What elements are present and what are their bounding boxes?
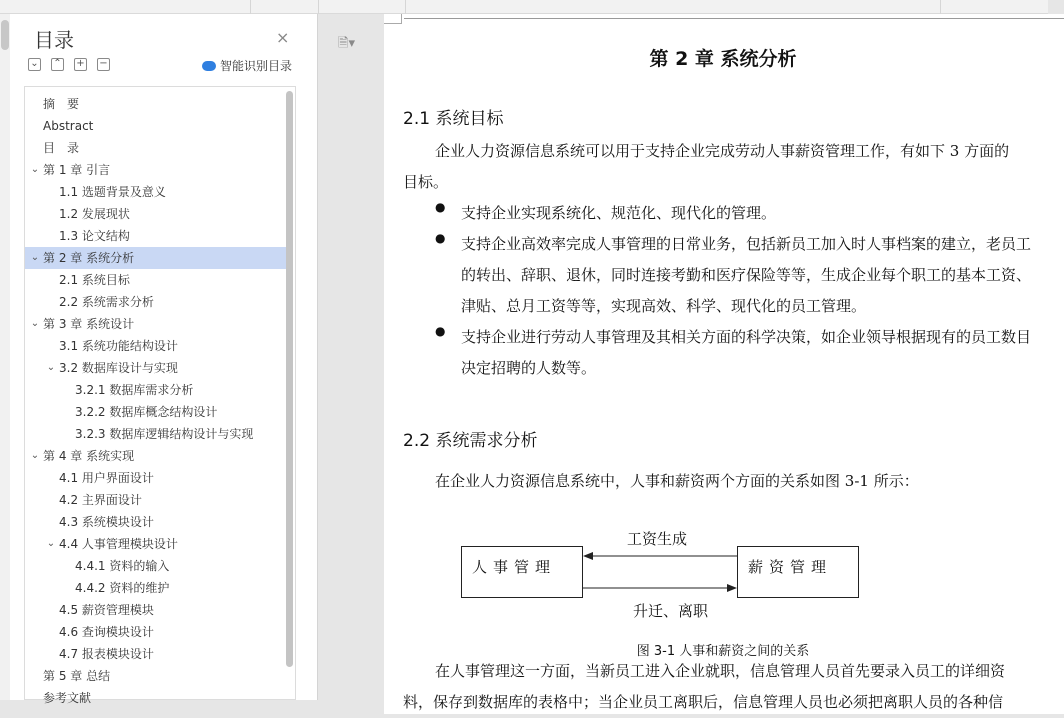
- toc-item-label: 4.3 系统模块设计: [59, 515, 154, 529]
- toolbar-divider: [250, 0, 251, 14]
- navigation-pane: [10, 14, 318, 705]
- chevron-down-icon[interactable]: ⌄: [30, 252, 40, 263]
- heading-2-1: 2.1 系统目标: [403, 109, 504, 129]
- toc-item[interactable]: [25, 269, 287, 291]
- toc-item[interactable]: [25, 247, 287, 269]
- toc-item[interactable]: [25, 313, 287, 335]
- toc-item-label: 4.4.1 资料的输入: [75, 559, 170, 573]
- toc-item-label: 参考文献: [43, 691, 92, 705]
- toc-item[interactable]: [25, 687, 287, 709]
- cloud-icon: [202, 61, 216, 71]
- toc-item-label: 2.1 系统目标: [59, 273, 130, 287]
- toc-item[interactable]: [25, 489, 287, 511]
- toc-item-label: 第 1 章 引言: [43, 163, 111, 177]
- toc-item[interactable]: [25, 555, 287, 577]
- diagram-box-right: 薪资管理: [737, 546, 859, 598]
- toolbar-divider: [940, 0, 941, 14]
- toc-item[interactable]: [25, 291, 287, 313]
- bullet-icon: ●: [435, 231, 446, 245]
- toc-item-label: 第 2 章 系统分析: [43, 251, 135, 265]
- bullet-item: 支持企业实现系统化、规范化、现代化的管理。: [461, 204, 777, 222]
- toc-item[interactable]: [25, 335, 287, 357]
- top-toolbar-strip: [0, 0, 1048, 14]
- chevron-down-icon[interactable]: ⌄: [46, 362, 56, 373]
- paragraph-line: 在企业人力资源信息系统中，人事和薪资两个方面的关系如图 3-1 所示：: [435, 472, 919, 490]
- chevron-down-icon[interactable]: ⌄: [30, 164, 40, 175]
- toc-item-label: 第 5 章 总结: [43, 669, 111, 683]
- remove-heading-button[interactable]: −: [97, 58, 110, 71]
- nav-title: 目录: [34, 28, 74, 52]
- toc-item[interactable]: [25, 445, 287, 467]
- toc-scrollbar[interactable]: [286, 91, 293, 667]
- toc-item-label: 4.4 人事管理模块设计: [59, 537, 178, 551]
- toc-item-label: 4.7 报表模块设计: [59, 647, 154, 661]
- toc-item-label: 3.2.1 数据库需求分析: [75, 383, 194, 397]
- toc-item[interactable]: [25, 665, 287, 687]
- diagram-label-top: 工资生成: [627, 530, 688, 548]
- toolbar-divider: [318, 0, 319, 14]
- chevron-down-icon[interactable]: ⌄: [46, 538, 56, 549]
- nav-toolbar: [28, 58, 110, 71]
- toc-item-label: Abstract: [43, 119, 94, 133]
- toc-item-label: 摘 要: [43, 97, 80, 111]
- toc-item-label: 3.2.3 数据库逻辑结构设计与实现: [75, 427, 254, 441]
- toc-item-label: 1.2 发展现状: [59, 207, 130, 221]
- toc-item[interactable]: [25, 577, 287, 599]
- toc-item-label: 4.6 查询模块设计: [59, 625, 154, 639]
- toc-tree: [24, 86, 296, 705]
- chevron-down-icon[interactable]: ⌄: [30, 318, 40, 329]
- toc-item[interactable]: [25, 137, 287, 159]
- chapter-title: 第 2 章 系统分析: [649, 48, 797, 70]
- toc-item[interactable]: [25, 159, 287, 181]
- toc-item-label: 1.3 论文结构: [59, 229, 130, 243]
- smart-toc-button[interactable]: [202, 57, 292, 74]
- diagram-label-bottom: 升迁、离职: [633, 602, 709, 620]
- left-scrollbar-thumb[interactable]: [1, 20, 9, 50]
- toc-item[interactable]: [25, 621, 287, 643]
- toc-item-label: 3.2.2 数据库概念结构设计: [75, 405, 218, 419]
- toc-item[interactable]: [25, 225, 287, 247]
- toc-item[interactable]: [25, 181, 287, 203]
- toc-item-label: 4.5 薪资管理模块: [59, 603, 154, 617]
- smart-toc-label: 智能识别目录: [220, 59, 293, 73]
- chevron-down-icon[interactable]: ⌄: [30, 450, 40, 461]
- toc-item-label: 3.2 数据库设计与实现: [59, 361, 178, 375]
- toc-item-label: 3.1 系统功能结构设计: [59, 339, 178, 353]
- toc-item[interactable]: [25, 643, 287, 665]
- toc-item-label: 1.1 选题背景及意义: [59, 185, 166, 199]
- paragraph-line: 在人事管理这一方面，当新员工进入企业就职，信息管理人员首先要录入员工的详细资: [435, 662, 1006, 680]
- paragraph-line: 企业人力资源信息系统可以用于支持企业完成劳动人事薪资管理工作，有如下 3 方面的: [435, 142, 1010, 160]
- bullet-icon: ●: [435, 200, 446, 214]
- toc-item[interactable]: [25, 379, 287, 401]
- toc-item-label: 4.4.2 资料的维护: [75, 581, 170, 595]
- toc-item[interactable]: [25, 93, 287, 115]
- toolbar-divider: [405, 0, 406, 14]
- toc-item[interactable]: [25, 357, 287, 379]
- collapse-all-button[interactable]: ⌃: [51, 58, 64, 71]
- toc-item-label: 第 4 章 系统实现: [43, 449, 135, 463]
- toc-item[interactable]: [25, 423, 287, 445]
- relation-diagram: [461, 518, 881, 628]
- diagram-box-left: 人事管理: [461, 546, 583, 598]
- page-corner-mark: [384, 14, 402, 24]
- toc-item[interactable]: [25, 511, 287, 533]
- heading-2-2: 2.2 系统需求分析: [403, 431, 538, 451]
- toc-item[interactable]: [25, 115, 287, 137]
- toc-item-label: 4.1 用户界面设计: [59, 471, 154, 485]
- toc-item[interactable]: [25, 599, 287, 621]
- expand-all-button[interactable]: ⌄: [28, 58, 41, 71]
- toc-item[interactable]: [25, 401, 287, 423]
- toc-list: [25, 93, 287, 709]
- left-scrollbar[interactable]: [0, 14, 10, 700]
- bullet-item: 支持企业高效率完成人事管理的日常业务，包括新员工加入时人事档案的建立，老员工的转出、辞职、退休，同时连接考勤和医疗保险等等，生成企业每个职工的基本工资、津贴、总月工资等等，实现高效、科学、现代化的员工管理。: [461, 235, 1032, 315]
- toc-item-label: 第 3 章 系统设计: [43, 317, 135, 331]
- document-area: [318, 14, 1048, 711]
- toc-item-label: 4.2 主界面设计: [59, 493, 142, 507]
- toc-item-label: 目 录: [43, 141, 80, 155]
- document-page: [384, 14, 1064, 714]
- add-heading-button[interactable]: +: [74, 58, 87, 71]
- bullet-icon: ●: [435, 324, 446, 338]
- toc-item[interactable]: [25, 203, 287, 225]
- bullet-item: 支持企业进行劳动人事管理及其相关方面的科学决策，如企业领导根据现有的员工数目决定招聘的人数等。: [461, 328, 1032, 377]
- page-options-icon[interactable]: 🗎▾: [338, 36, 355, 51]
- page-header-line: [404, 18, 1064, 19]
- close-icon[interactable]: ×: [276, 28, 290, 47]
- paragraph-line: 料，保存到数据库的表格中；当企业员工离职后，信息管理人员也必须把离职人员的各种信: [403, 693, 1004, 711]
- toc-item[interactable]: [25, 467, 287, 489]
- figure-caption: 图 3-1 人事和薪资之间的关系: [636, 644, 810, 659]
- paragraph-line: 目标。: [403, 173, 449, 191]
- toc-item[interactable]: [25, 533, 287, 555]
- toc-item-label: 2.2 系统需求分析: [59, 295, 154, 309]
